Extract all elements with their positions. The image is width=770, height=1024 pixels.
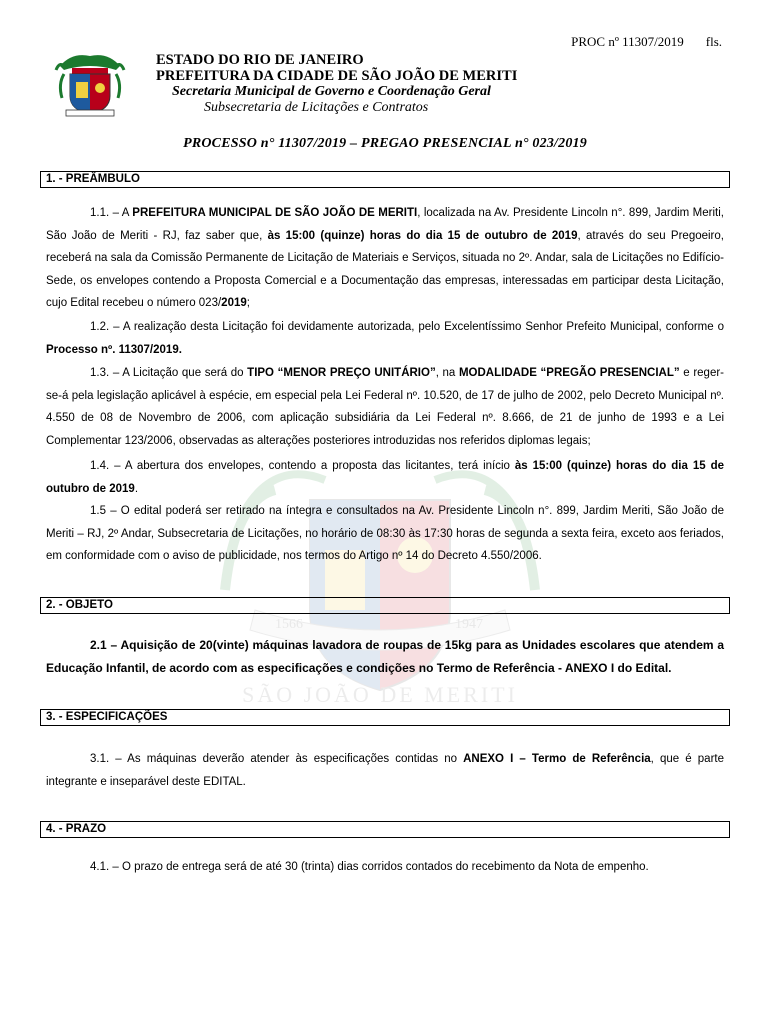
watermark-year-left: 1566: [275, 617, 303, 632]
section-preambulo-header: 1. - PREÂMBULO: [40, 171, 730, 188]
watermark-city-text: SÃO JOÃO DE MERITI: [242, 682, 518, 707]
process-reference: [571, 34, 722, 50]
proc-number: PROC nº 11307/2019: [571, 34, 684, 49]
fls-label: fls.: [705, 34, 722, 49]
document-header: [156, 52, 517, 116]
paragraph-2-1: 2.1 – Aquisição de 20(vinte) máquinas lavadora de roupas de 15kg para as Unidades escolares que atendem a Educação Infantil, de acordo com as especificações e condições no Termo de Referência - ANEXO I do Edital.: [46, 638, 724, 675]
paragraph-1-2: 1.2. – A realização desta Licitação foi devidamente autorizada, pelo Excelentíssimo Senhor Prefeito Municipal, conforme o Processo nº. 11307/2019.: [46, 321, 724, 356]
state-name: ESTADO DO RIO DE JANEIRO: [156, 52, 364, 68]
section-objeto-header: 2. - OBJETO: [40, 597, 730, 614]
paragraph-3-1: 3.1. – As máquinas deverão atender às especificações contidas no ANEXO I – Termo de Referência, que é parte integrante e inseparável deste EDITAL.: [46, 753, 724, 788]
paragraph-1-1: 1.1. – A PREFEITURA MUNICIPAL DE SÃO JOÃO DE MERITI, localizada na Av. Presidente Lincoln n°. 899, Jardim Meriti, São João de Meriti - RJ, faz saber que, às 15:00 (quinze) horas do dia 15 de outubro de 2019, através do seu Pregoeiro, receberá na sala da Comissão Permanente de Licitação de Materiais e Serviços, situada no 2º. Andar, sala de Licitações no Edifício-Sede, os envelopes contendo a Proposta Comercial e a Documentação das empresas, interessadas em participar desta Licitação, cujo Edital recebeu o número 023/2019;: [46, 207, 724, 309]
process-title: PROCESSO n° 11307/2019 – PREGAO PRESENCIAL n° 023/2019: [183, 136, 587, 151]
paragraph-1-3: 1.3. – A Licitação que será do TIPO “MENOR PREÇO UNITÁRIO”, na MODALIDADE “PREGÃO PRESENCIAL” e reger-se-á pela legislação aplicável à espécie, em especial pela Lei Federal nº. 10.520, de 17 de julho de 2002, pelo Decreto Municipal nº. 4.550 de 08 de Novembro de 2006, com aplicação subsidiária da Lei Federal nº. 8.666, de 21 de junho de 1993 e a Lei Complementar 123/2006, observadas as alterações posteriores introduzidas nos referidos diplomas legais;: [46, 367, 724, 447]
paragraph-1-5: 1.5 – O edital poderá ser retirado na íntegra e consultados na Av. Presidente Lincoln n°. 899, Jardim Meriti, São João de Meriti – RJ, 2º Andar, Subsecretaria de Licitações, no horário de 08:30 às 17:30 horas de segunda a sexta feira, exceto aos feriados, em conformidade com o aviso de publicidade, nos termos do Artigo nº 14 do Decreto 4.550/2006.: [46, 505, 724, 562]
paragraph-4-1: 4.1. – O prazo de entrega será de até 30 (trinta) dias corridos contados do recebimento da Nota de empenho.: [90, 861, 649, 873]
section-especificacoes-header: 3. - ESPECIFICAÇÕES: [40, 709, 730, 726]
city-crest-logo: [52, 48, 128, 120]
watermark-year-right: 1947: [455, 617, 483, 632]
secretariat-name: Secretaria Municipal de Governo e Coordenação Geral: [172, 84, 491, 99]
section-prazo-header: 4. - PRAZO: [40, 821, 730, 838]
paragraph-1-4: 1.4. – A abertura dos envelopes, contendo a proposta das licitantes, terá início às 15:00 (quinze) horas do dia 15 de outubro de 2019.: [46, 460, 725, 495]
city-hall-name: PREFEITURA DA CIDADE DE SÃO JOÃO DE MERITI: [156, 68, 518, 84]
subsecretariat-name: Subsecretaria de Licitações e Contratos: [204, 100, 429, 115]
